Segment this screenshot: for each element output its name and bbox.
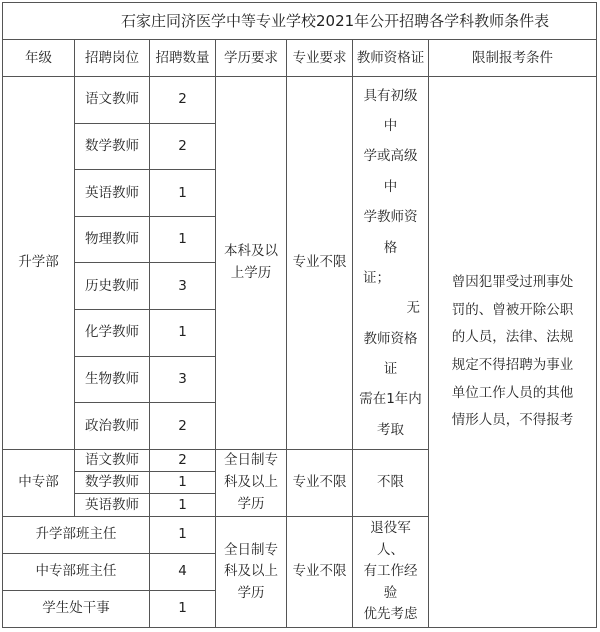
header-cell: 年级 xyxy=(3,40,75,77)
post-cell: 生物教师 xyxy=(75,356,150,403)
header-cell: 限制报考条件 xyxy=(429,40,597,77)
education-line: 科及以上 xyxy=(224,563,278,580)
header-row xyxy=(3,40,597,77)
count-cell: 2 xyxy=(150,77,216,124)
education-line: 科及以上 xyxy=(224,473,278,490)
cert-line: 需在1年内 xyxy=(359,391,422,408)
cert-line: 无 xyxy=(406,300,420,317)
count-cell: 1 xyxy=(150,494,216,516)
major-cell: 专业不限 xyxy=(287,449,353,516)
header-cell: 招聘岗位 xyxy=(75,40,150,77)
count-cell: 1 xyxy=(150,216,216,263)
post-cell: 学生处干事 xyxy=(3,590,150,627)
count-cell: 1 xyxy=(150,590,216,627)
post-cell: 物理教师 xyxy=(75,216,150,263)
count-cell: 3 xyxy=(150,263,216,310)
education-line: 学历 xyxy=(237,584,265,601)
post-cell: 语文教师 xyxy=(75,449,150,471)
cert-line: 具有初级中 xyxy=(363,87,418,134)
post-cell: 中专部班主任 xyxy=(3,553,150,590)
condition-line: 曾因犯罪受过刑事处 xyxy=(451,273,574,290)
header-cell: 招聘数量 xyxy=(150,40,216,77)
post-cell: 数学教师 xyxy=(75,472,150,494)
grade-cell: 中专部 xyxy=(3,449,75,516)
recruitment-table xyxy=(2,2,597,628)
table-row xyxy=(3,77,597,124)
major-cell: 专业不限 xyxy=(287,77,353,450)
cert-line: 教师资格证 xyxy=(363,330,418,377)
recruitment-table-wrapper xyxy=(2,2,598,630)
table-title: 石家庄同济医学中等专业学校2021年公开招聘各学科教师条件表 xyxy=(3,3,597,40)
post-cell: 历史教师 xyxy=(75,263,150,310)
count-cell: 4 xyxy=(150,553,216,590)
count-cell: 2 xyxy=(150,403,216,450)
header-cell: 教师资格证 xyxy=(353,40,429,77)
education-cell xyxy=(216,516,287,627)
count-cell: 1 xyxy=(150,309,216,356)
education-line: 本科及以 xyxy=(224,243,278,260)
education-line: 全日制专 xyxy=(224,452,278,469)
cert-line: 退役军人、 xyxy=(370,519,411,558)
count-cell: 1 xyxy=(150,516,216,553)
cert-cell xyxy=(353,516,429,627)
education-line: 上学历 xyxy=(230,264,272,281)
count-cell: 2 xyxy=(150,123,216,170)
post-cell: 升学部班主任 xyxy=(3,516,150,553)
header-cell: 学历要求 xyxy=(216,40,287,77)
post-cell: 语文教师 xyxy=(75,77,150,124)
count-cell: 1 xyxy=(150,472,216,494)
cert-cell xyxy=(353,77,429,450)
condition-line: 的人员，法律、法规 xyxy=(451,329,574,346)
count-cell: 2 xyxy=(150,449,216,471)
cert-line: 优先考虑 xyxy=(363,606,418,623)
condition-line: 单位工作人员的其他 xyxy=(451,384,574,401)
post-cell: 化学教师 xyxy=(75,309,150,356)
cert-line: 学或高级中 xyxy=(363,148,418,195)
cert-line: 学教师资格 xyxy=(363,209,418,256)
post-cell: 英语教师 xyxy=(75,170,150,217)
post-cell: 政治教师 xyxy=(75,403,150,450)
cert-line: 考取 xyxy=(377,421,404,438)
major-cell: 专业不限 xyxy=(287,516,353,627)
cert-line: 有工作经验 xyxy=(363,563,418,601)
condition-line: 规定不得招聘为事业 xyxy=(451,357,574,373)
cert-cell: 不限 xyxy=(353,449,429,516)
header-cell: 专业要求 xyxy=(287,40,353,77)
count-cell: 1 xyxy=(150,170,216,217)
education-cell xyxy=(216,77,287,450)
conditions-cell xyxy=(429,77,597,628)
post-cell: 数学教师 xyxy=(75,123,150,170)
count-cell: 3 xyxy=(150,356,216,403)
education-cell xyxy=(216,449,287,516)
grade-cell: 升学部 xyxy=(3,77,75,450)
education-line: 学历 xyxy=(237,495,265,512)
education-line: 全日制专 xyxy=(224,541,278,558)
condition-line: 罚的、曾被开除公职 xyxy=(451,301,574,318)
condition-line: 情形人员，不得报考 xyxy=(451,412,574,429)
post-cell: 英语教师 xyxy=(75,494,150,516)
cert-line: 证； xyxy=(363,269,390,286)
